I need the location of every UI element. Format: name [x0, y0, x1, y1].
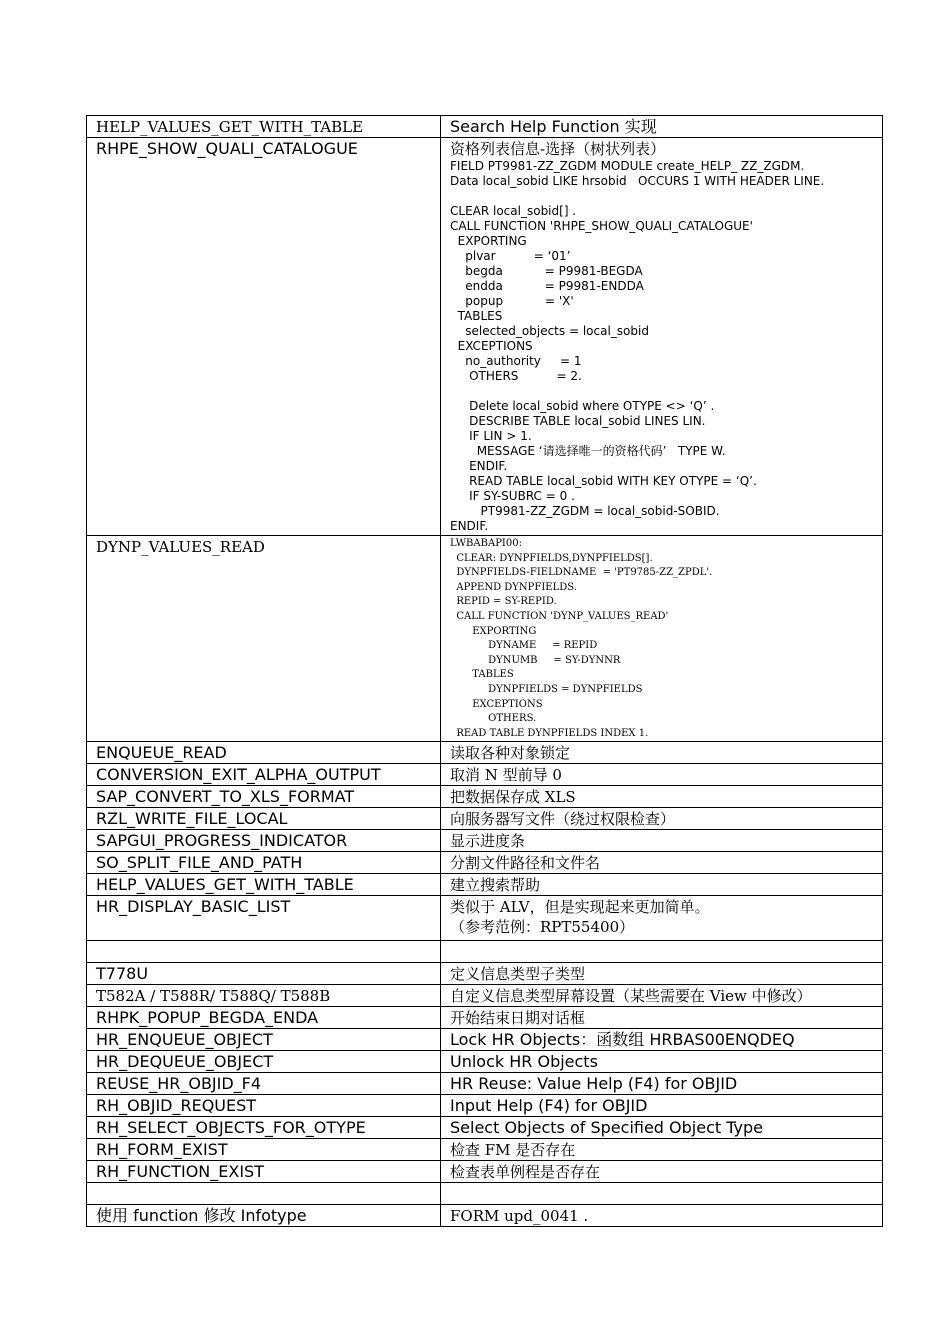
function-name-cell: DYNP_VALUES_READ: [87, 536, 441, 742]
table-row: [87, 985, 883, 1007]
description-line: 类似于 ALV，但是实现起来更加简单。: [450, 898, 710, 917]
description-line: （参考范例：RPT55400）: [450, 918, 635, 937]
function-name-cell: HR_DISPLAY_BASIC_LIST: [87, 896, 441, 941]
code-line: EXPORTING: [450, 625, 537, 637]
code-line: [450, 189, 882, 204]
description-cell: 把数据保存成 XLS: [441, 786, 883, 808]
table-row: [87, 1051, 883, 1073]
code-line: plvar = ‘01’: [450, 249, 571, 263]
function-name-cell: RHPK_POPUP_BEGDA_ENDA: [87, 1007, 441, 1029]
function-name-cell: RH_OBJID_REQUEST: [87, 1095, 441, 1117]
function-table: [86, 115, 883, 1227]
code-line: DYNUMB = SY-DYNNR: [450, 654, 621, 666]
table-row: [87, 1029, 883, 1051]
description-cell: 分割文件路径和文件名: [441, 852, 883, 874]
code-line: selected_objects = local_sobid: [450, 324, 649, 338]
function-name-cell: SAP_CONVERT_TO_XLS_FORMAT: [87, 786, 441, 808]
code-line: ENDIF.: [450, 459, 508, 473]
table-row: [87, 963, 883, 985]
description-cell: 检查 FM 是否存在: [441, 1139, 883, 1161]
code-line: endda = P9981-ENDDA: [450, 279, 644, 293]
function-name-cell: T778U: [87, 963, 441, 985]
description-cell: [441, 896, 883, 941]
table-row: [87, 1095, 883, 1117]
description-cell: 读取各种对象锁定: [441, 742, 883, 764]
code-line: LWBABAPI00:: [450, 538, 522, 549]
table-row: [87, 742, 883, 764]
code-line: OTHERS = 2.: [450, 369, 582, 383]
description-cell: 检查表单例程是否存在: [441, 1161, 883, 1183]
code-line: EXPORTING: [450, 234, 527, 248]
description-cell: Input Help (F4) for OBJID: [441, 1095, 883, 1117]
description-cell: FORM upd_0041 .: [441, 1205, 883, 1227]
code-block: [450, 537, 882, 741]
function-name-cell: ENQUEUE_READ: [87, 742, 441, 764]
code-line: DYNPFIELDS-FIELDNAME = 'PT9785-ZZ_ZPDL'.: [450, 567, 713, 579]
code-line: EXCEPTIONS: [450, 698, 543, 710]
function-name-cell: SO_SPLIT_FILE_AND_PATH: [87, 852, 441, 874]
table-row: [87, 1117, 883, 1139]
function-name-cell: HR_ENQUEUE_OBJECT: [87, 1029, 441, 1051]
function-name-cell: RHPE_SHOW_QUALI_CATALOGUE: [87, 138, 441, 536]
description-cell: 建立搜索帮助: [441, 874, 883, 896]
description-cell: Select Objects of Specified Object Type: [441, 1117, 883, 1139]
table-row: [87, 116, 883, 138]
description-cell: 向服务器写文件（绕过权限检查）: [441, 808, 883, 830]
table-row: [87, 1007, 883, 1029]
code-line: begda = P9981-BEGDA: [450, 264, 643, 278]
code-cell: [441, 536, 883, 742]
table-row: [87, 1139, 883, 1161]
code-line: popup = 'X': [450, 294, 574, 308]
code-line: FIELD PT9981-ZZ_ZGDM MODULE create_HELP_ ZZ_ZGDM.: [450, 159, 805, 173]
function-name-cell: T582A / T588R/ T588Q/ T588B: [87, 985, 441, 1007]
table-row: [87, 1205, 883, 1227]
description-cell: 开始结束日期对话框: [441, 1007, 883, 1029]
description-cell: Lock HR Objects：函数组 HRBAS00ENQDEQ: [441, 1029, 883, 1051]
code-line: ENDIF.: [450, 519, 489, 533]
empty-cell: [441, 941, 883, 963]
table-row: [87, 896, 883, 941]
table-row: [87, 808, 883, 830]
function-name-cell: 使用 function 修改 Infotype: [87, 1205, 441, 1227]
table-row: [87, 764, 883, 786]
description-cell: HR Reuse: Value Help (F4) for OBJID: [441, 1073, 883, 1095]
code-line: IF SY-SUBRC = 0 .: [450, 489, 575, 503]
function-name-cell: CONVERSION_EXIT_ALPHA_OUTPUT: [87, 764, 441, 786]
code-line: CLEAR local_sobid[] .: [450, 204, 577, 218]
code-line: REPID = SY-REPID.: [450, 596, 557, 608]
code-line: TABLES: [450, 309, 503, 323]
code-line: Delete local_sobid where OTYPE <> ‘Q’ .: [450, 399, 715, 413]
code-cell: [441, 138, 883, 536]
table-row: [87, 536, 883, 742]
function-name-cell: RZL_WRITE_FILE_LOCAL: [87, 808, 441, 830]
function-name-cell: HELP_VALUES_GET_WITH_TABLE: [87, 874, 441, 896]
code-block: [450, 159, 882, 534]
function-name-cell: REUSE_HR_OBJID_F4: [87, 1073, 441, 1095]
table-row: [87, 138, 883, 536]
table-row: [87, 786, 883, 808]
function-name-cell: HR_DEQUEUE_OBJECT: [87, 1051, 441, 1073]
code-line: CALL FUNCTION 'RHPE_SHOW_QUALI_CATALOGUE': [450, 219, 753, 233]
code-line: READ TABLE local_sobid WITH KEY OTYPE = ‘Q’.: [450, 474, 757, 488]
table-row: [87, 941, 883, 963]
code-title: 资格列表信息-选择（树状列表）: [450, 140, 666, 158]
code-line: DYNPFIELDS = DYNPFIELDS: [450, 683, 643, 695]
code-line: TABLES: [450, 669, 514, 681]
description-cell: 自定义信息类型屏幕设置（某些需要在 View 中修改）: [441, 985, 883, 1007]
table-row: [87, 1161, 883, 1183]
code-line: DESCRIBE TABLE local_sobid LINES LIN.: [450, 414, 706, 428]
empty-cell: [441, 1183, 883, 1205]
description-cell: 显示进度条: [441, 830, 883, 852]
code-line: IF LIN > 1.: [450, 429, 532, 443]
description-cell: Search Help Function 实现: [441, 116, 883, 138]
code-line: APPEND DYNPFIELDS.: [450, 581, 577, 593]
description-cell: Unlock HR Objects: [441, 1051, 883, 1073]
function-name-cell: RH_FUNCTION_EXIST: [87, 1161, 441, 1183]
function-name-cell: RH_SELECT_OBJECTS_FOR_OTYPE: [87, 1117, 441, 1139]
code-line: MESSAGE ‘请选择唯一的资格代码’ TYPE W.: [450, 444, 726, 458]
empty-cell: [87, 941, 441, 963]
table-row: [87, 874, 883, 896]
code-line: CALL FUNCTION 'DYNP_VALUES_READ': [450, 610, 669, 622]
code-line: [450, 384, 882, 399]
code-line: DYNAME = REPID: [450, 640, 598, 652]
function-name-cell: SAPGUI_PROGRESS_INDICATOR: [87, 830, 441, 852]
table-row: [87, 1183, 883, 1205]
description-cell: 定义信息类型子类型: [441, 963, 883, 985]
code-line: PT9981-ZZ_ZGDM = local_sobid-SOBID.: [450, 504, 720, 518]
table-row: [87, 852, 883, 874]
code-line: READ TABLE DYNPFIELDS INDEX 1.: [450, 727, 649, 739]
table-row: [87, 830, 883, 852]
description-cell: 取消 N 型前导 0: [441, 764, 883, 786]
code-line: Data local_sobid LIKE hrsobid OCCURS 1 WITH HEADER LINE.: [450, 174, 825, 188]
function-name-cell: HELP_VALUES_GET_WITH_TABLE: [87, 116, 441, 138]
table-row: [87, 1073, 883, 1095]
function-name-cell: RH_FORM_EXIST: [87, 1139, 441, 1161]
code-line: OTHERS.: [450, 713, 537, 725]
code-line: CLEAR: DYNPFIELDS,DYNPFIELDS[].: [450, 552, 653, 564]
empty-cell: [87, 1183, 441, 1205]
code-line: no_authority = 1: [450, 354, 582, 368]
code-line: EXCEPTIONS: [450, 339, 533, 353]
